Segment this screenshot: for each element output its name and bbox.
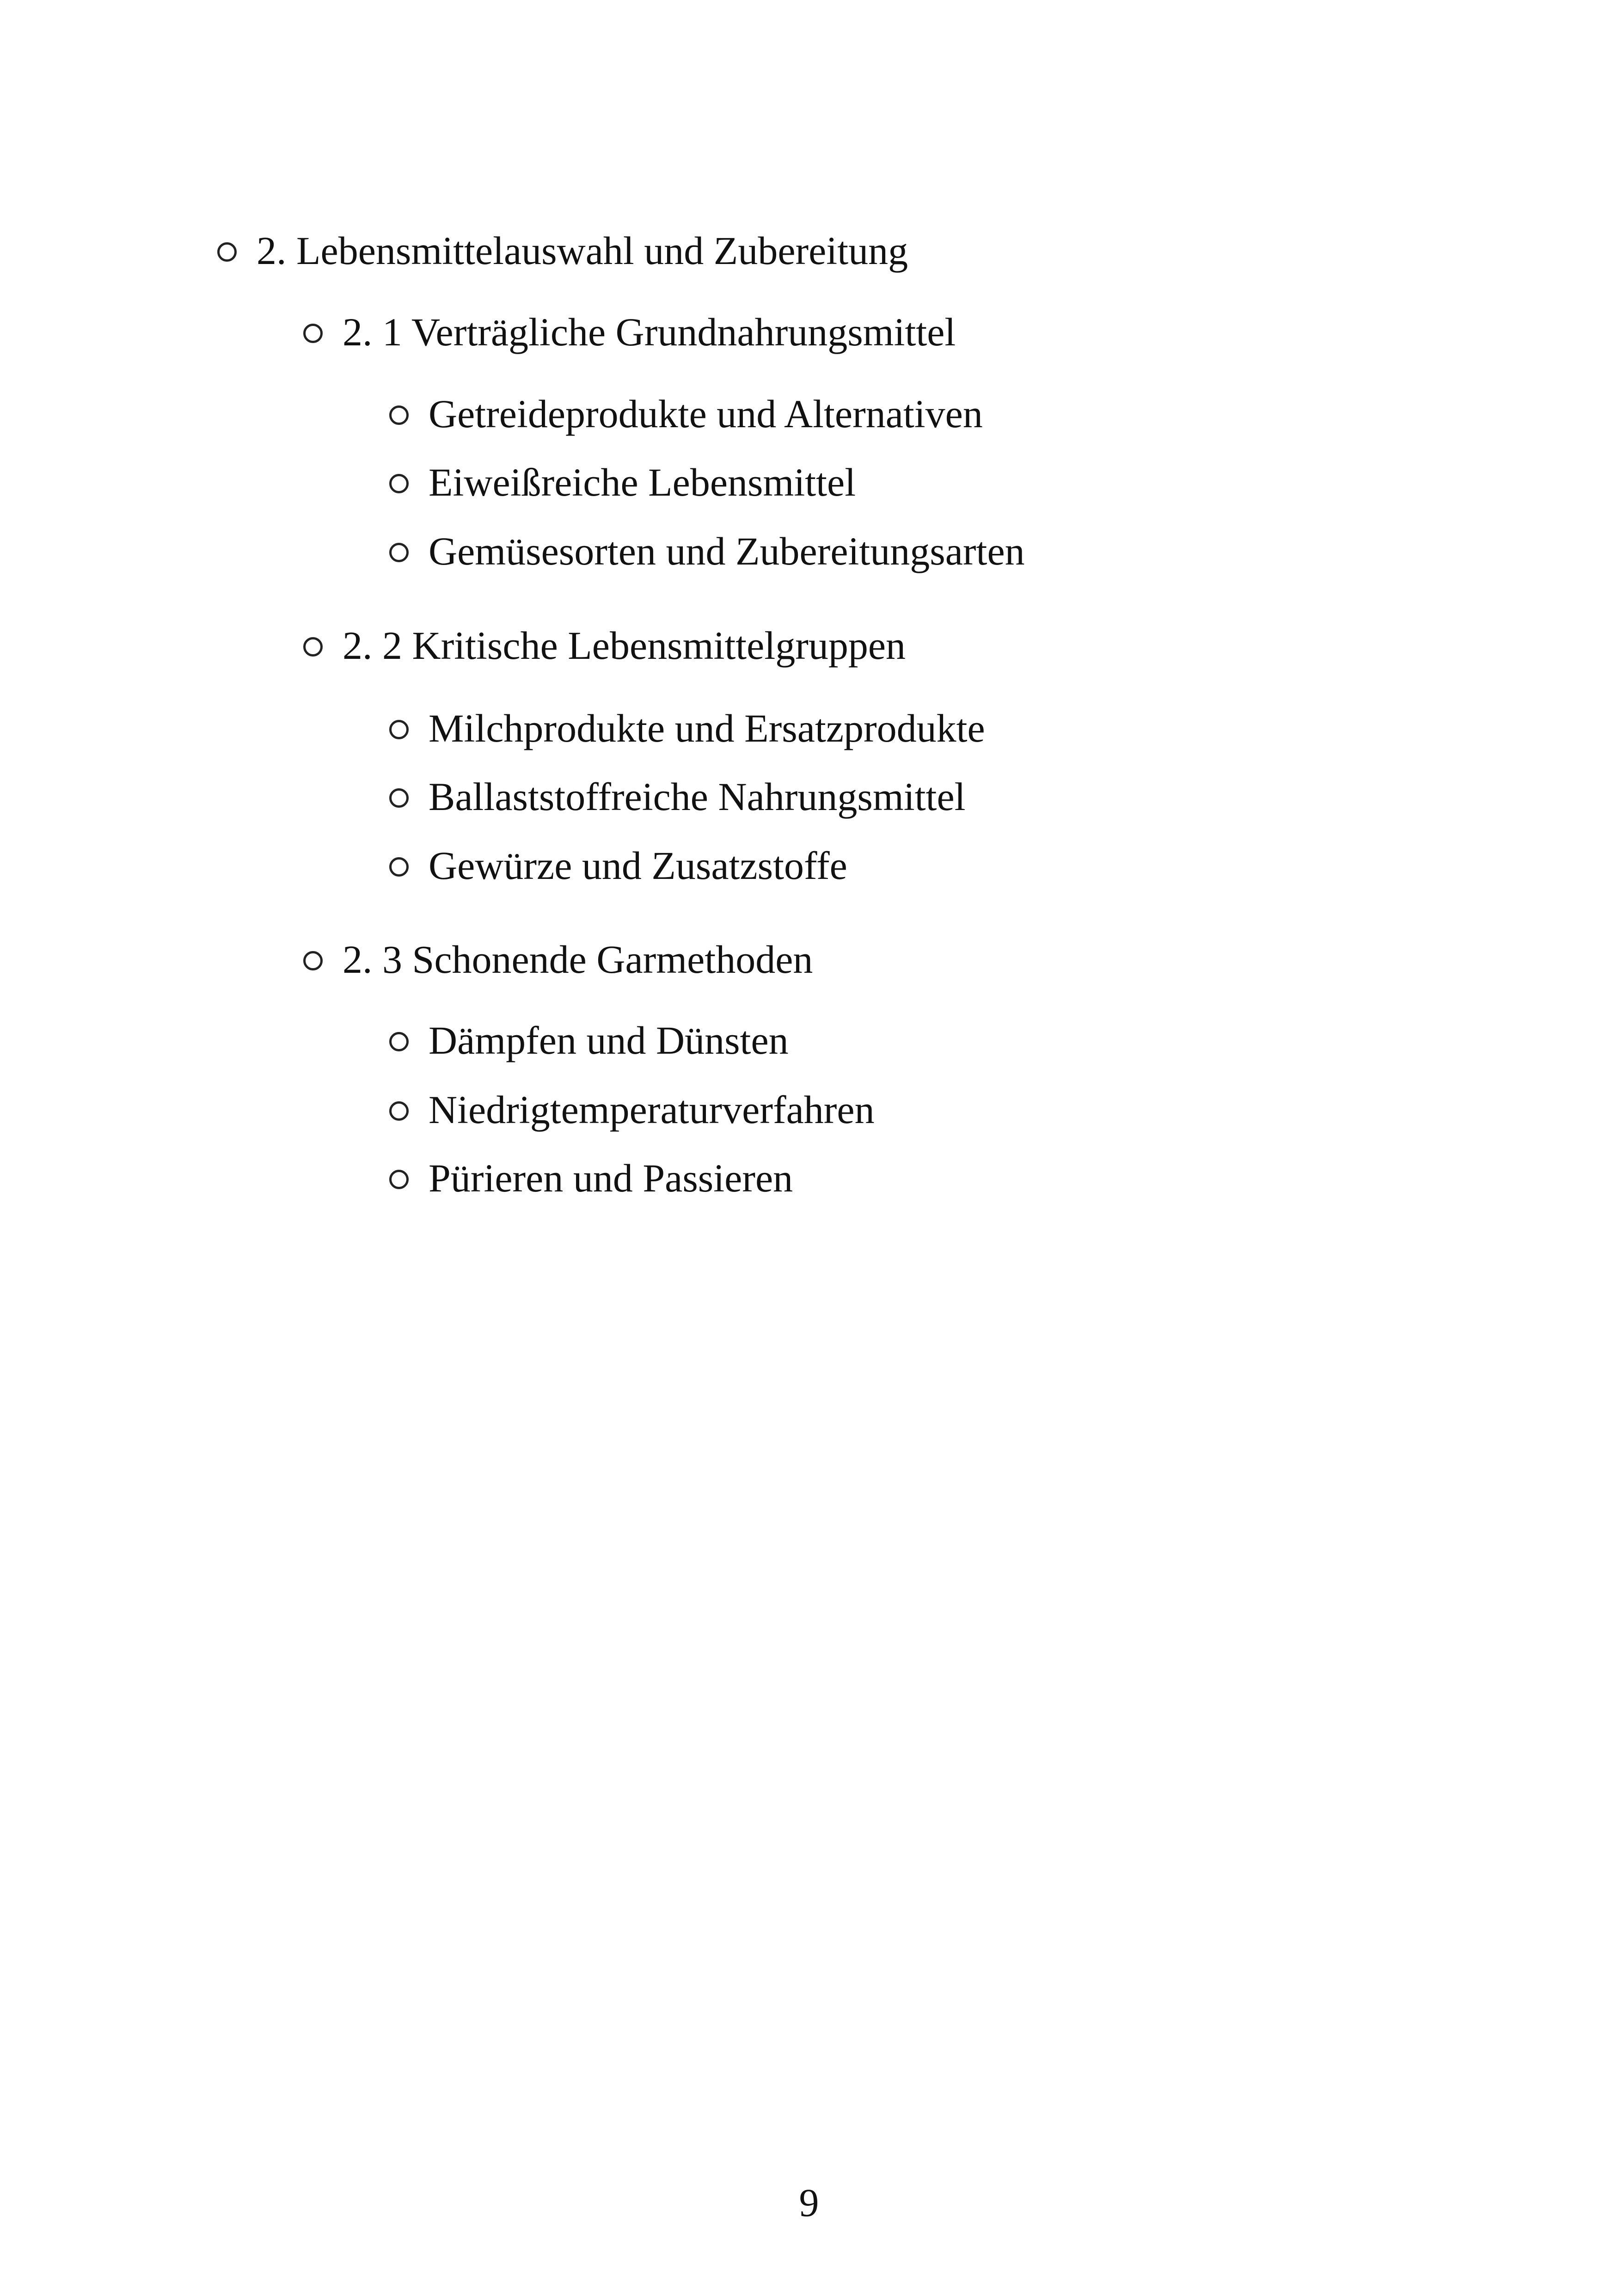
circle-bullet-icon	[389, 543, 409, 562]
outline-item	[389, 459, 856, 505]
outline-item	[389, 391, 983, 437]
outline-item	[389, 705, 985, 751]
circle-bullet-icon	[389, 720, 409, 739]
outline-subsection	[303, 309, 956, 355]
circle-bullet-icon	[389, 788, 409, 808]
circle-bullet-icon	[389, 1170, 409, 1189]
circle-bullet-icon	[389, 857, 409, 877]
outline-item	[389, 528, 1025, 574]
item-text: Pürieren und Passieren	[429, 1156, 793, 1200]
subsection-title: 2. 2 Kritische Lebensmittelgruppen	[343, 623, 906, 668]
item-text: Gemüsesorten und Zubereitungsarten	[429, 529, 1025, 573]
section-title: 2. Lebensmittelauswahl und Zubereitung	[257, 228, 908, 273]
outline-subsection	[303, 622, 906, 669]
circle-bullet-icon	[389, 405, 409, 425]
outline-item	[389, 1155, 793, 1201]
item-text: Milchprodukte und Ersatzprodukte	[429, 706, 985, 750]
outline-section	[217, 227, 908, 274]
circle-bullet-icon	[389, 1032, 409, 1051]
outline-item	[389, 842, 847, 889]
circle-bullet-icon	[303, 324, 323, 343]
item-text: Eiweißreiche Lebensmittel	[429, 460, 856, 504]
outline-item	[389, 1087, 875, 1133]
item-text: Niedrigtemperaturverfahren	[429, 1087, 875, 1132]
item-text: Gewürze und Zusatzstoffe	[429, 843, 847, 888]
circle-bullet-icon	[217, 242, 237, 262]
circle-bullet-icon	[389, 474, 409, 493]
circle-bullet-icon	[303, 637, 323, 657]
item-text: Ballaststoffreiche Nahrungsmittel	[429, 774, 966, 819]
outline-item	[389, 1017, 789, 1063]
outline-item	[389, 774, 966, 820]
circle-bullet-icon	[389, 1101, 409, 1121]
subsection-title: 2. 1 Verträgliche Grundnahrungsmittel	[343, 310, 956, 354]
item-text: Getreideprodukte und Alternativen	[429, 392, 983, 436]
circle-bullet-icon	[303, 951, 323, 970]
item-text: Dämpfen und Dünsten	[429, 1018, 789, 1062]
page-number: 9	[799, 2180, 819, 2225]
outline-subsection	[303, 936, 813, 982]
subsection-title: 2. 3 Schonende Garmethoden	[343, 937, 813, 982]
